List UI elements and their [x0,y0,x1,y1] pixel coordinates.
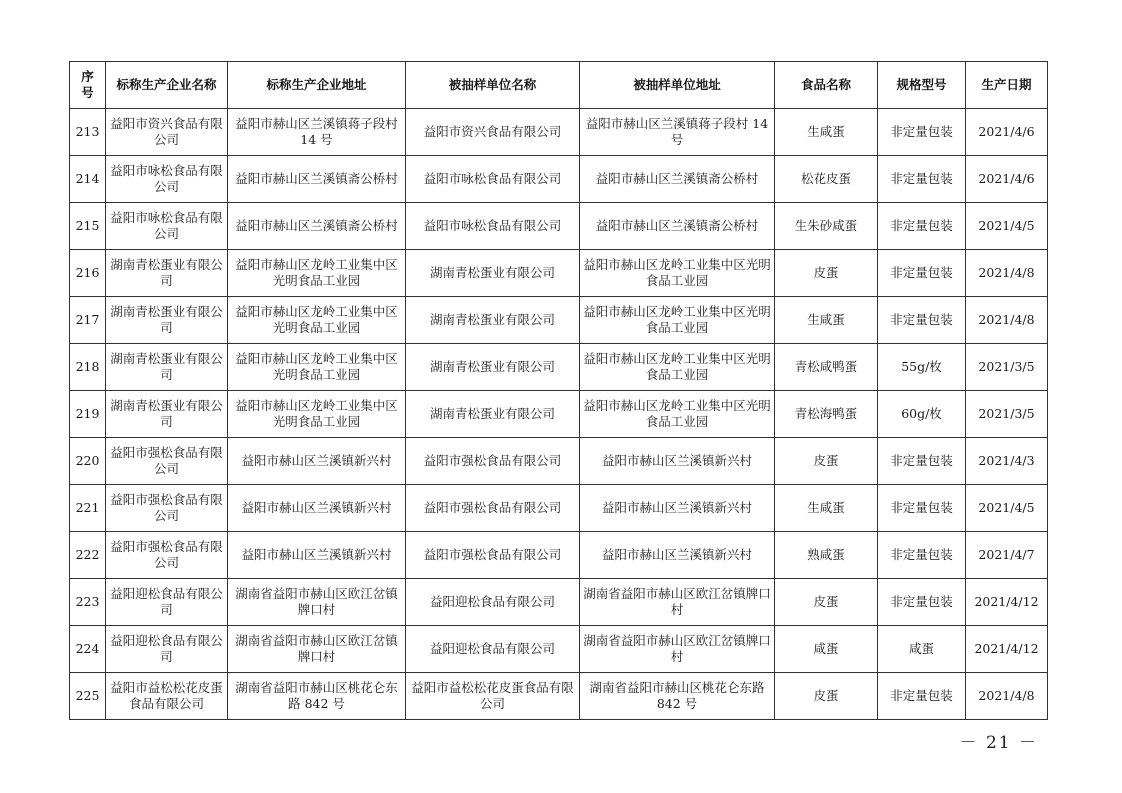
cell-food-name: 松花皮蛋 [775,156,878,203]
header-serial-number: 序号 [70,62,106,109]
cell-specification: 非定量包装 [878,109,966,156]
header-manufacturer-address: 标称生产企业地址 [228,62,406,109]
cell-sampled-unit-address: 湖南省益阳市赫山区欧江岔镇牌口村 [580,579,775,626]
table-row [70,344,1048,391]
table-row [70,156,1048,203]
cell-manufacturer-address: 湖南省益阳市赫山区桃花仑东路 842 号 [228,673,406,720]
cell-manufacturer-name: 益阳市强松食品有限公司 [106,532,228,579]
cell-sampled-unit-name: 益阳市咏松食品有限公司 [406,156,580,203]
cell-manufacturer-name: 湖南青松蛋业有限公司 [106,344,228,391]
cell-sampled-unit-address: 湖南省益阳市赫山区桃花仑东路 842 号 [580,673,775,720]
cell-serial-number: 223 [70,579,106,626]
header-food-name: 食品名称 [775,62,878,109]
cell-production-date: 2021/4/5 [966,203,1048,250]
table-row [70,391,1048,438]
cell-serial-number: 216 [70,250,106,297]
cell-sampled-unit-name: 湖南青松蛋业有限公司 [406,250,580,297]
cell-specification: 咸蛋 [878,626,966,673]
cell-sampled-unit-address: 益阳市赫山区龙岭工业集中区光明食品工业园 [580,250,775,297]
cell-production-date: 2021/3/5 [966,344,1048,391]
cell-sampled-unit-address: 益阳市赫山区龙岭工业集中区光明食品工业园 [580,344,775,391]
cell-serial-number: 218 [70,344,106,391]
cell-production-date: 2021/4/8 [966,250,1048,297]
table-header [70,62,1048,109]
header-specification: 规格型号 [878,62,966,109]
cell-production-date: 2021/4/7 [966,532,1048,579]
cell-manufacturer-name: 益阳市资兴食品有限公司 [106,109,228,156]
cell-specification: 60g/枚 [878,391,966,438]
table-row [70,579,1048,626]
cell-sampled-unit-name: 益阳迎松食品有限公司 [406,626,580,673]
cell-food-name: 咸蛋 [775,626,878,673]
table-row [70,297,1048,344]
table-row [70,438,1048,485]
cell-serial-number: 219 [70,391,106,438]
cell-sampled-unit-name: 益阳市咏松食品有限公司 [406,203,580,250]
cell-manufacturer-address: 益阳市赫山区龙岭工业集中区光明食品工业园 [228,344,406,391]
cell-specification: 非定量包装 [878,297,966,344]
cell-manufacturer-name: 益阳市咏松食品有限公司 [106,203,228,250]
cell-manufacturer-address: 益阳市赫山区兰溪镇新兴村 [228,438,406,485]
cell-manufacturer-address: 益阳市赫山区龙岭工业集中区光明食品工业园 [228,391,406,438]
cell-manufacturer-name: 湖南青松蛋业有限公司 [106,250,228,297]
cell-specification: 非定量包装 [878,250,966,297]
cell-manufacturer-address: 益阳市赫山区兰溪镇新兴村 [228,485,406,532]
page-number: － 21 － [959,733,1038,753]
cell-serial-number: 221 [70,485,106,532]
cell-specification: 非定量包装 [878,532,966,579]
cell-specification: 非定量包装 [878,579,966,626]
cell-specification: 55g/枚 [878,344,966,391]
cell-sampled-unit-address: 益阳市赫山区兰溪镇斋公桥村 [580,203,775,250]
table-row [70,673,1048,720]
header-manufacturer-name: 标称生产企业名称 [106,62,228,109]
cell-food-name: 皮蛋 [775,438,878,485]
cell-specification: 非定量包装 [878,673,966,720]
cell-food-name: 皮蛋 [775,250,878,297]
cell-serial-number: 220 [70,438,106,485]
cell-production-date: 2021/4/3 [966,438,1048,485]
cell-specification: 非定量包装 [878,203,966,250]
table-row [70,250,1048,297]
cell-food-name: 皮蛋 [775,579,878,626]
cell-production-date: 2021/4/6 [966,109,1048,156]
cell-manufacturer-address: 湖南省益阳市赫山区欧江岔镇牌口村 [228,626,406,673]
cell-specification: 非定量包装 [878,156,966,203]
cell-sampled-unit-address: 湖南省益阳市赫山区欧江岔镇牌口村 [580,626,775,673]
cell-serial-number: 217 [70,297,106,344]
cell-sampled-unit-name: 益阳市益松松花皮蛋食品有限公司 [406,673,580,720]
table-row [70,203,1048,250]
cell-manufacturer-address: 益阳市赫山区兰溪镇斋公桥村 [228,156,406,203]
header-sampled-unit-address: 被抽样单位地址 [580,62,775,109]
cell-food-name: 生咸蛋 [775,297,878,344]
cell-production-date: 2021/4/8 [966,673,1048,720]
cell-manufacturer-address: 湖南省益阳市赫山区欧江岔镇牌口村 [228,579,406,626]
table-row [70,485,1048,532]
cell-sampled-unit-address: 益阳市赫山区兰溪镇斋公桥村 [580,156,775,203]
cell-manufacturer-name: 湖南青松蛋业有限公司 [106,297,228,344]
sampling-table [69,61,1048,720]
cell-production-date: 2021/4/8 [966,297,1048,344]
cell-manufacturer-name: 益阳迎松食品有限公司 [106,626,228,673]
cell-serial-number: 214 [70,156,106,203]
header-sampled-unit-name: 被抽样单位名称 [406,62,580,109]
cell-sampled-unit-address: 益阳市赫山区龙岭工业集中区光明食品工业园 [580,391,775,438]
table-row [70,109,1048,156]
cell-production-date: 2021/4/6 [966,156,1048,203]
cell-production-date: 2021/3/5 [966,391,1048,438]
cell-sampled-unit-name: 湖南青松蛋业有限公司 [406,391,580,438]
cell-serial-number: 222 [70,532,106,579]
cell-manufacturer-address: 益阳市赫山区龙岭工业集中区光明食品工业园 [228,297,406,344]
cell-manufacturer-name: 益阳市强松食品有限公司 [106,485,228,532]
cell-manufacturer-name: 益阳迎松食品有限公司 [106,579,228,626]
header-row [70,62,1048,109]
table-row [70,626,1048,673]
cell-manufacturer-address: 益阳市赫山区兰溪镇斋公桥村 [228,203,406,250]
cell-production-date: 2021/4/12 [966,626,1048,673]
cell-serial-number: 215 [70,203,106,250]
cell-food-name: 生朱砂咸蛋 [775,203,878,250]
cell-sampled-unit-name: 益阳市强松食品有限公司 [406,438,580,485]
cell-specification: 非定量包装 [878,438,966,485]
cell-sampled-unit-address: 益阳市赫山区龙岭工业集中区光明食品工业园 [580,297,775,344]
table-row [70,532,1048,579]
cell-food-name: 生咸蛋 [775,485,878,532]
header-production-date: 生产日期 [966,62,1048,109]
cell-serial-number: 225 [70,673,106,720]
cell-sampled-unit-address: 益阳市赫山区兰溪镇新兴村 [580,485,775,532]
cell-manufacturer-name: 益阳市益松松花皮蛋食品有限公司 [106,673,228,720]
cell-sampled-unit-name: 益阳市资兴食品有限公司 [406,109,580,156]
cell-serial-number: 224 [70,626,106,673]
cell-specification: 非定量包装 [878,485,966,532]
cell-sampled-unit-name: 湖南青松蛋业有限公司 [406,297,580,344]
cell-manufacturer-address: 益阳市赫山区兰溪镇新兴村 [228,532,406,579]
cell-food-name: 生咸蛋 [775,109,878,156]
cell-production-date: 2021/4/5 [966,485,1048,532]
cell-production-date: 2021/4/12 [966,579,1048,626]
cell-sampled-unit-name: 湖南青松蛋业有限公司 [406,344,580,391]
cell-sampled-unit-name: 益阳迎松食品有限公司 [406,579,580,626]
cell-sampled-unit-address: 益阳市赫山区兰溪镇蒋子段村 14 号 [580,109,775,156]
cell-food-name: 熟咸蛋 [775,532,878,579]
cell-manufacturer-name: 湖南青松蛋业有限公司 [106,391,228,438]
table-body [70,109,1048,720]
cell-manufacturer-name: 益阳市咏松食品有限公司 [106,156,228,203]
cell-serial-number: 213 [70,109,106,156]
cell-manufacturer-address: 益阳市赫山区兰溪镇蒋子段村 14 号 [228,109,406,156]
cell-manufacturer-address: 益阳市赫山区龙岭工业集中区光明食品工业园 [228,250,406,297]
cell-manufacturer-name: 益阳市强松食品有限公司 [106,438,228,485]
cell-sampled-unit-name: 益阳市强松食品有限公司 [406,532,580,579]
cell-food-name: 青松海鸭蛋 [775,391,878,438]
cell-food-name: 皮蛋 [775,673,878,720]
cell-sampled-unit-address: 益阳市赫山区兰溪镇新兴村 [580,438,775,485]
cell-sampled-unit-name: 益阳市强松食品有限公司 [406,485,580,532]
cell-food-name: 青松咸鸭蛋 [775,344,878,391]
cell-sampled-unit-address: 益阳市赫山区兰溪镇新兴村 [580,532,775,579]
